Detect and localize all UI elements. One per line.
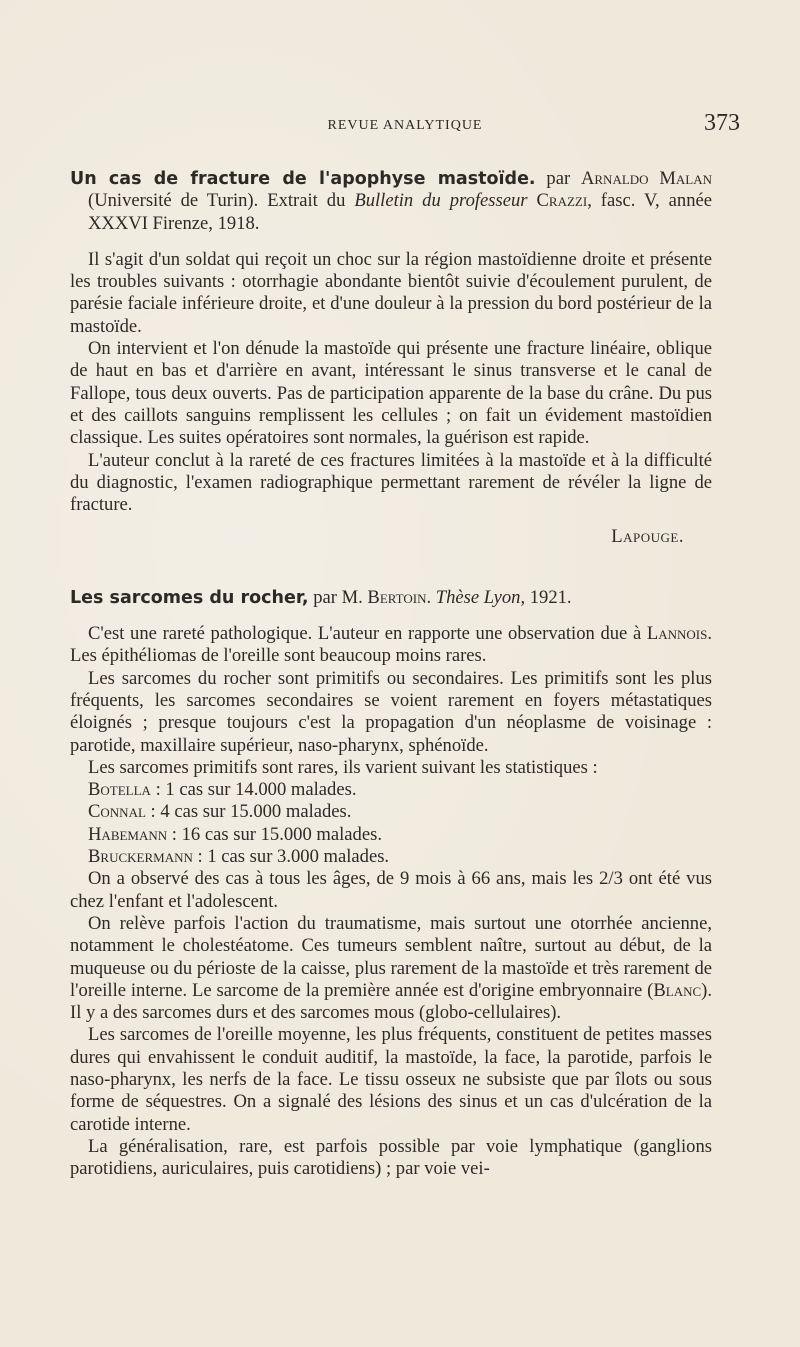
stat-item [70, 824, 712, 846]
stat-item [70, 846, 712, 868]
article-1-paragraph-2: On intervient et l'on dénude la mastoïde qui présente une fracture linéaire, oblique de haut en bas et d'arrière en avant, intéressant le sinus transverse et le canal de Fallope, tous deux ouverts. Pas de participation apparente de la base du crâne. Du pus et des caillots sanguins remplissent les cellules ; on fait un évidement mastoïdien classique. Les suites opératoires sont normales, la guérison est rapide. [70, 338, 712, 449]
article-2-paragraph-2: Les sarcomes du rocher sont primitifs ou secondaires. Les primitifs sont les plus fréquents, les sarcomes secondaires se voient rarement en foyers métastatiques éloignés ; presque toujours c'est la propagation d'un néoplasme de voisinage : parotide, maxillaire supérieur, naso-pharynx, sphénoïde. [70, 667, 712, 756]
article-2-year: , 1921. [520, 586, 572, 608]
article-2-thesis: Thèse Lyon [435, 586, 521, 608]
article-1-paragraph-1: Il s'agit d'un soldat qui reçoit un choc sur la région mastoïdienne droite et présente les troubles suivants : otorrhagie abondante bientôt suivie d'écoulement purulent, de parésie faciale inférieure droite, et d'une douleur à la pression du bord postérieur de la mastoïde. [70, 248, 712, 337]
stat-name: Bruckermann [88, 846, 193, 868]
stat-item [70, 801, 712, 823]
article-2-paragraph-4: On a observé des cas à tous les âges, de 9 mois à 66 ans, mais les 2/3 ont été vus chez l'enfant et l'adolescent. [70, 868, 712, 912]
article-1-by: par [535, 168, 581, 189]
article-1-ref2: Crazzi [536, 190, 588, 212]
article-2-p1a: C'est une rareté pathologique. L'auteur en rapporte une observation due à [88, 623, 647, 645]
article-2-by: par M. [308, 586, 368, 608]
article-2-paragraph-6: Les sarcomes de l'oreille moyenne, les plus fréquents, constituent de petites masses dures qui envahissent le conduit auditif, la mastoïde, la face, la parotide, parfois le naso-pharynx, les nerfs de la face. Le tissu osseux ne subsiste que par îlots ou sous forme de séquestres. On a signalé des lésions des sinus et un cas d'ulcération de la carotide interne. [70, 1024, 712, 1135]
article-1-heading [70, 168, 712, 235]
article-2-paragraph-3: Les sarcomes primitifs sont rares, ils varient suivant les statistiques : [88, 756, 598, 778]
stat-name: Botella [88, 779, 151, 801]
article-1-ref1: (Université de Turin). Extrait du [88, 190, 355, 212]
article-2-p1-name: Lannois [646, 623, 708, 645]
article-2-author: Bertoin [367, 586, 427, 608]
stat-name: Habemann [88, 823, 168, 845]
article-1-ref3: , fasc. V, année XXXVI Firenze, 1918. [88, 190, 713, 234]
page-content [70, 168, 712, 1180]
article-1-journal: Bulletin du professeur [354, 190, 528, 212]
article-2-p5-name: Blanc [653, 979, 702, 1001]
article-2-paragraph-1 [70, 623, 712, 668]
article-1-signature: Lapouge. [611, 526, 684, 548]
article-1-title: Un cas de fracture de l'apophyse mastoïde. [70, 169, 536, 189]
stat-name: Connal [88, 801, 146, 823]
article-2-heading: Les sarcomes du rocher, par M. Bertoin. Thèse Lyon, 1921. [70, 586, 572, 608]
running-head: REVUE ANALYTIQUE [327, 118, 483, 133]
page-number: 373 [704, 110, 740, 136]
article-2-paragraph-5 [70, 913, 712, 1024]
article-2-title: Les sarcomes du rocher, [70, 587, 309, 608]
stat-value: : 1 cas sur 14.000 malades. [150, 779, 357, 801]
page-header [70, 110, 740, 140]
article-2-p5a: On relève parfois l'action du traumatisme, mais surtout une otorrhée ancienne, notamment le cholestéatome. Ces tumeurs semblent naître, surtout au début, de la muqueuse ou du périoste de la caisse, plus rarement de la mastoïde et très rarement de l'oreille interne. Le sarcome de la première année est d'origine embryonnaire ( [70, 912, 712, 1001]
stat-value: : 1 cas sur 3.000 malades. [192, 846, 390, 868]
stat-item [70, 779, 712, 801]
article-2-p5b: ). Il y a des sarcomes durs et des sarcomes mous (globo-cellulaires). [70, 979, 712, 1024]
stat-value: : 4 cas sur 15.000 malades. [145, 801, 352, 823]
article-2-p1b: . Les épithéliomas de l'oreille sont beaucoup moins rares. [70, 623, 712, 667]
article-2-paragraph-7: La généralisation, rare, est parfois possible par voie lymphatique (ganglions parotidiens, auriculaires, puis carotidiens) ; par voie vei- [70, 1135, 712, 1180]
stat-value: : 16 cas sur 15.000 malades. [167, 823, 382, 845]
article-1-paragraph-3: L'auteur conclut à la rareté de ces fractures limitées à la mastoïde et à la difficulté du diagnostic, l'examen radiographique permettant rarement de révéler la ligne de fracture. [70, 449, 712, 516]
article-1-author: Arnaldo Malan [580, 168, 712, 189]
